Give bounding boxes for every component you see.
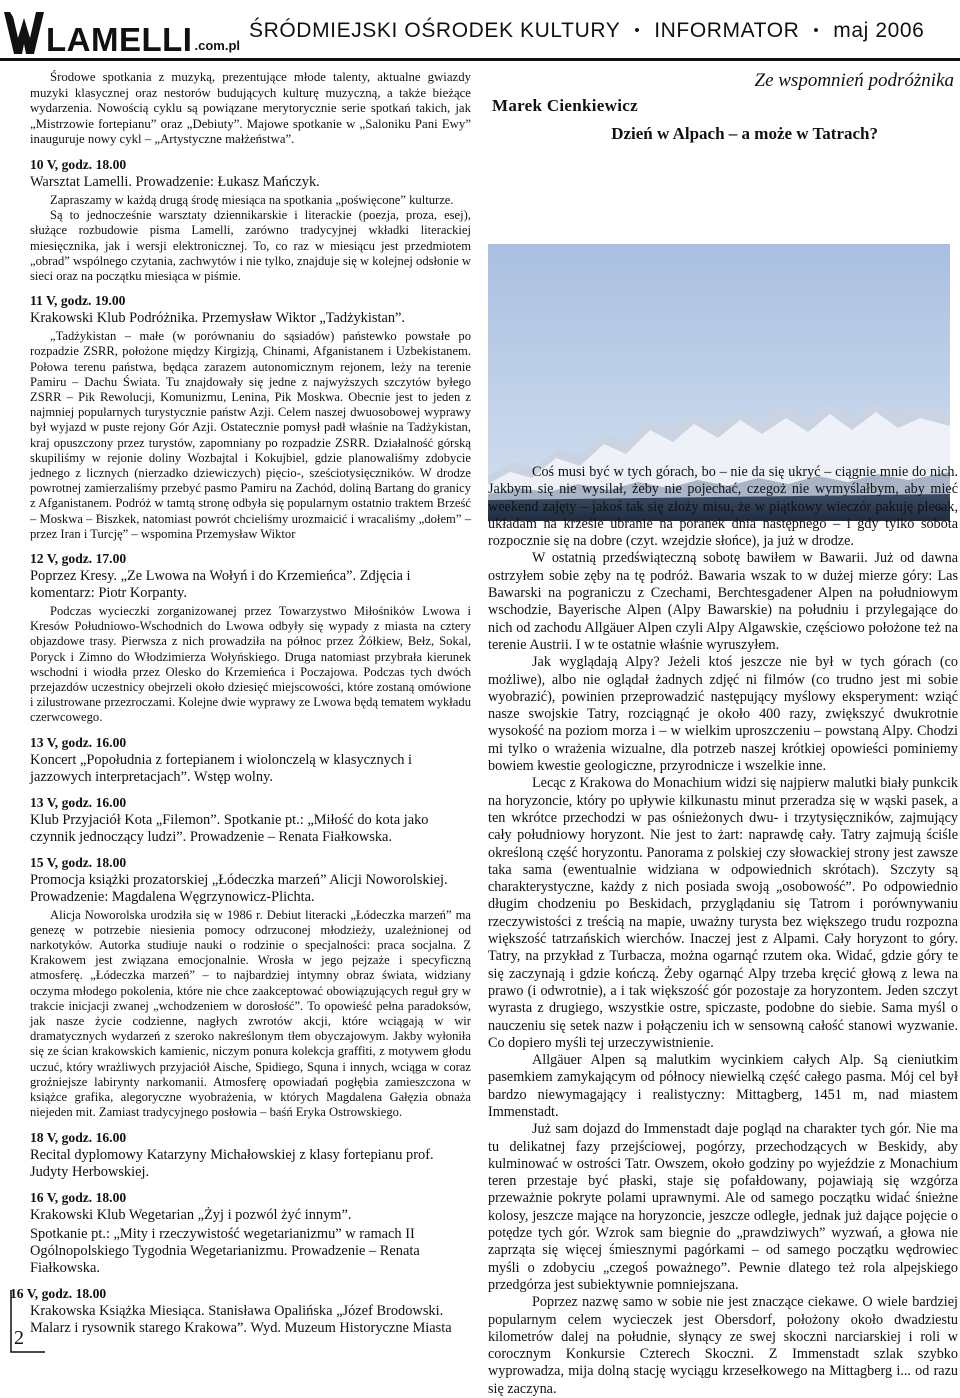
page-header-title xyxy=(249,19,924,43)
event-date: 15 V, godz. 18.00 xyxy=(30,854,127,870)
separator-dot: • xyxy=(634,22,641,39)
article-paragraph: Coś musi być w tych górach, bo – nie da się ukryć – ciągnie mnie do nich. Jakbym się nie wysilał, żeby nie pojechać, czegoż nie wymyślałbym, aby mieć weekend zajęty – jakoś tak się złoży misu, że w piątkowy wieczór pakuję plecak, układam na krześle ubranie na poranek dnia następnego – i gdy tylko sobota rozpocznie się na dobre (czyt. wzejdzie słońce), ja już w drodze. xyxy=(488,464,958,550)
article-body xyxy=(488,464,958,1398)
event-title: Recital dyplomowy Katarzyny Michałowskiej z klasy fortepianu prof. Judyty Herbowskiej. xyxy=(30,1146,434,1180)
last-event-item xyxy=(10,1286,472,1339)
event-date: 13 V, godz. 16.00 xyxy=(30,794,127,810)
article-title: Dzień w Alpach – a może w Tatrach? xyxy=(611,124,878,143)
event-description: Są to jednocześnie warsztaty dziennikarskie i literackie (poezja, proza, esej), służące rozbudowie pisma Lamelli, zarówno tradycyjnej wkładki literackiej miesięcznika, jak i wersji elektronicznej. To, co raz w miesiącu jest przedmiotem „obrad” wspólnego czytania, zachwytów i nie tylko, znajduje się w kolejnej odsłonie w sieci oraz na początku miesiąca w piśmie. xyxy=(30,208,471,283)
event-date: 12 V, godz. 17.00 xyxy=(30,551,127,567)
institution-name: ŚRÓDMIEJSKI OŚRODEK KULTURY xyxy=(249,19,621,42)
issue-date: maj 2006 xyxy=(833,19,925,42)
event-title: Krakowski Klub Wegetarian „Żyj i pozwól żyć innym”. xyxy=(30,1206,352,1223)
event-item xyxy=(30,735,471,786)
event-title: Koncert „Popołudnia z fortepianem i wiolonczelą w klasycznych i jazzowych interpretacjach”. Wstęp wolny. xyxy=(30,751,413,785)
event-description: „Tadżykistan – małe (w porównaniu do sąsiadów) państewko powstałe po rozpadzie ZSRR, położone między Kirgizją, Chinami, Afganistanem i Uzbekistanem. Połowa terenu państwa, będąca zarazem autonomicznym rejonem, leży na terenie Pamiru – Dachu Świata. Tu znajdowały się jedne z najwyższych szczytów byłego ZSRR – Pik Rewolucji, Komunizmu, Lenina, Pik Moskwa. Obecnie jest to jeden z najmniej popularnych turystycznie państw Azji. Celem naszej dwuosobowej wyprawy był wyjazd w puste rejony Gór Azji. Ostatecznie pomysł padł właśnie na Tadżykistan, kraj opuszczony przez turystów, zapomniany po rozpadzie ZSRR. Działalność górską skupiliśmy w rejonie doliny Wozbajtal i Kokujbiel, gdzie planowaliśmy zdobycie jednego z licznych (nierzadko dziewiczych) pięcio-, sześciotysięczników. W drodze powrotnej zamierzaliśmy przebyć pasmo Pamiru na Zachód, doliną Bartang do granicy z Afganistanem. Podróż w tamtą stronę odbyła się popularnym ostatnio traktem Brześć – Moskwa – Biszkek, natomiast powrót chcieliśmy urozmaicić i wracaliśmy „dołem” – przez Iran i Turcję” – wspomina Przemysław Wiktor xyxy=(30,329,471,541)
event-item xyxy=(30,551,471,726)
page-number: 2 xyxy=(14,1327,24,1349)
event-description: Podczas wycieczki zorganizowanej przez Towarzystwo Miłośników Lwowa i Kresów Południowo-Wschodnich do Lwowa odbyły się wypady z miasta na cztery objazdowe trasy. Pierwsza z nich prowadziła na północ przez Żółkiew, Bełz, Sokal, Poryck i Zimno do Włodzimierza Wołyńskiego. Druga natomiast przybrała kierunek wschodni i wiodła przez Olesko do Krzemieńca i Poczajowa. Podczas tych dwóch przejazdów uczestnicy obejrzeli około dziesięć miejscowości, które zostaną omówione i zilustrowane przezroczami. Kolejne dwie wyprawy ze Lwowa będą tematem wykładu czerwcowego. xyxy=(30,604,471,725)
event-item xyxy=(30,795,471,846)
events-column xyxy=(30,66,471,1279)
article-paragraph: W ostatnią przedświąteczną sobotę bawiłem w Bawarii. Już od dawna ostrzyłem sobie zęby na tę podróż. Bawaria wszak to w dużej mierze góry: Las Bawarski na pograniczu z Czechami, Berchtesgadener Alpen na południowym wschodzie, Bayerische Alpen (Alpy Bawarskie) na południu i przylegające do nich od zachodu Allgäuer Alpen czyli Alpy Algawskie, częściowo położone też na terenie Austrii. I w te ostatnie właśnie wyruszyłem. xyxy=(488,550,958,653)
intro-paragraph: Środowe spotkania z muzyką, prezentujące młode talenty, aktualne gwiazdy muzyki klasycznej oraz nestorów budujących kulturę muzyczną, a także bieżące wydarzenia. Nowością cyklu są powiązane merytorycznie serie spotkań takich, jak „Mistrzowie fortepianu” oraz „Debiuty”. Majowe spotkanie w „Saloniku Pani Ewy” inauguruje nowy cykl – „Artystyczne małżeństwa”. xyxy=(30,70,471,147)
page-header xyxy=(0,0,960,66)
event-item xyxy=(30,293,471,542)
event-date: 16 V, godz. 18.00 xyxy=(10,1286,107,1301)
event-title: Krakowski Klub Podróżnika. Przemysław Wiktor „Tadżykistan”. xyxy=(30,310,406,327)
event-item xyxy=(30,157,471,284)
event-date: 16 V, godz. 18.00 xyxy=(30,1189,127,1205)
event-title: Klub Przyjaciół Kota „Filemon”. Spotkanie pt.: „Miłość do kota jako czynnik jednoczący ludzi”. Prowadzenie – Renata Fiałkowska. xyxy=(30,811,429,845)
header-rule xyxy=(0,58,960,61)
article-paragraph: Lecąc z Krakowa do Monachium widzi się najpierw malutki biały punkcik na horyzoncie, który po upływie kilkunastu minut przeradza się w wąski pasek, a ten wkrótce przechodzi w pas ośnieżonych dwu- i trzytysięczników, zajmujący cały południowy horyzont. Nie jest to żart: naprawdę cały. Tatry zajmują ściśle określoną część horyzontu. Panorama z polskiej czy słowackiej strony jest zawsze taka sama (ewentualnie widziana w odpowiednich skrótach). Szczyty są charakterystyczne, każdy z nich posiada swoją „osobowość”. Po odpowiednio długim chodzeniu po Beskidach, przyglądaniu się Tatrom i porównywaniu rzeczywistości z treścią na mapie, uważny turysta bez większego trudu rozpozna większość tatrzańskich wierchów. Inaczej jest z Alpami. Cały horyzont to góry. Tatry, na przykład z Turbacza, można ogarnąć rzutem oka. Widać, gdzie góry te się zaczynają i gdzie kończą. Żeby ogarnąć Alpy trzeba kręcić głową z lewa na prawo (i odwrotnie), a i tak większość gór pozostaje za horyzontem. Jeden szczyt wyrasta z drugiego, wszystkie ostre, spiczaste, podobne do siebie. Sama myśl o nauczeniu się setek nazw i połączeniu ich w sensowną całość stanowi wyzwanie. Co dopiero myśli tej urzeczywistnienie. xyxy=(488,775,958,1051)
event-description: Alicja Noworolska urodziła się w 1986 r. Debiut literacki „Łódeczka marzeń” ma genezę w potrzebie niesienia pomocy odrzuconej młodzieży, uzależnionej od narkotyków. Autorka studiuje nauki o rodzinie o specjalności: praca socjalna. Z Krakowem jest związana emocjonalnie. Wrosła w jego pejzaże i specyficzną atmosferę. „Łódeczka marzeń” – to najbardziej intymny obraz świata, widziany oczyma młodego pokolenia, które nie chce zaakceptować obowiązujących reguł gry w trakcie inicjacji zwanej „wchodzeniem w dorosłość”. To opowieść pełna paradoksów, jak nasze życie codzienne, nagłych zwrotów akcji, które wciągają w wir dramatycznych wydarzeń z szeroko nakreślonym tłem obyczajowym. Jakby wyłoniła się ze ścian krakowskich kamienic, niczym ponura kolekcja graffiti, z motywem głodu uczuć, który wrażliwych przyjaciół Aische, Spidiego, Squna i innych, wciąga w coraz groźniejsze labirynty narkomanii. Atmosferę opowiadań pogłębia zamieszczona w książce grafika, alegoryczne wyobrażenia, w których Magdalena Gałęzia obnaża niejeden mit. Zamiast tradycyjnego posłowia – baśń Eryka Ostrowskiego. xyxy=(30,907,471,1120)
event-item xyxy=(30,1130,471,1181)
article-paragraph: Allgäuer Alpen są malutkim wycinkiem całych Alp. Są cieniutkim pasemkiem zamykającym od północy niewielką część całego pasma. Mój cel był bardzo niewymagający i realistyczny: Mittagberg, 1451 m, nad miastem Immenstadt. xyxy=(488,1052,958,1120)
publication-name: INFORMATOR xyxy=(654,19,800,42)
lamelli-logo xyxy=(4,10,240,56)
article-paragraph: Poprzez nazwę samo w sobie nie jest znaczące ciekawe. O wiele bardziej popularnym celem wycieczek jest Obersdorf, położony około dwadziestu kilometrów dalej na południe, słynący ze swej skoczni narciarskiej i roli w corocznym Konkursie Czterech Skoczni. Z Immenstadt szlak szybko wyprowadza, mija dolną stację wyciągu krzesełkowego na Mittagberg i... od razu się zaczyna. xyxy=(488,1294,958,1397)
event-date: 13 V, godz. 16.00 xyxy=(30,734,127,750)
event-description: Zapraszamy w każdą drugą środę miesiąca na spotkania „poświęcone” kulturze. xyxy=(50,192,454,207)
lamelli-w-logo-icon xyxy=(4,10,44,56)
article-paragraph: Już sam dojazd do Immenstadt daje pogląd na charakter tych gór. Nie ma tu delikatnej fazy przejściowej, pogórzy, przechodzących w Beskidy, aby kulminować w ostrości Tatr. Owszem, około godziny po wyjeździe z Monachium teren przestaje być płaski, staje się pofałdowany, pojawiają się wzgórza przeważnie pokryte polami uprawnymi. Ale od samego początku widać śnieżne kolosy, jeszcze mające na horyzoncie, jeszcze odległe, jednak już dające pojęcie o potędze tych gór. Wzrok sam biegnie do „prawdziwych” wyzwań, a głowa nie zaprząta się więcej śmiesznymi pagórkami – od samego początku wędrowiec myśli o zdobyciu „czegoś poważnego”. Pewnie dlatego też rola alpejskiego przedgórza jest subiektywnie pomniejszana. xyxy=(488,1121,958,1293)
event-date: 18 V, godz. 16.00 xyxy=(30,1129,127,1145)
logo-text: LAMELLI xyxy=(46,21,193,58)
event-item xyxy=(30,855,471,1121)
event-title: Promocja książki prozatorskiej „Łódeczka marzeń” Alicji Noworolskiej. Prowadzenie: Magdalena Węgrzynowicz-Plichta. xyxy=(30,871,448,905)
event-title: Warsztat Lamelli. Prowadzenie: Łukasz Mańczyk. xyxy=(30,173,320,190)
event-title: Krakowska Książka Miesiąca. Stanisława Opalińska „Józef Brodowski. Malarz i rysownik starego Krakowa”. Wyd. Muzeum Historyczne Miasta xyxy=(30,1303,452,1336)
event-title: Poprzez Kresy. „Ze Lwowa na Wołyń i do Krzemieńca”. Zdjęcia i komentarz: Piotr Korpanty. xyxy=(30,568,411,602)
event-note: Spotkanie pt.: „Mity i rzeczywistość wegetarianizmu” w ramach II Ogólnopolskiego Tygodnia Wegetarianizmu. Prowadzenie – Renata Fiałkowska. xyxy=(30,1225,420,1276)
event-item xyxy=(30,1190,471,1277)
event-date: 11 V, godz. 19.00 xyxy=(30,293,126,309)
event-date: 10 V, godz. 18.00 xyxy=(30,156,127,172)
logo-suffix: .com.pl xyxy=(194,38,240,53)
separator-dot: • xyxy=(813,22,820,39)
article-author: Marek Cienkiewicz xyxy=(492,96,638,115)
section-label: Ze wspomnień podróżnika xyxy=(754,70,954,91)
article-paragraph: Jak wyglądają Alpy? Jeżeli ktoś jeszcze nie był w tych górach (co możliwe), albo nie oglądał żadnych zdjęć ni filmów (co trudno jest mi sobie wyobrazić), powinien przeprowadzić następujący myślowy eksperyment: wziąć nasze swojskie Tatry, rozciągnąć je około 400 razy, zwiększyć dwukrotnie wysokość na poziom morza i – w wielkim uproszczeniu – powstaną Alpy. Chodzi mi tylko o wrażenia wizualne, dla potrzeb naszej krótkiej opowieści pominiemy bowiem kwestie geologiczne, przyrodnicze i wszelkie inne. xyxy=(488,654,958,775)
